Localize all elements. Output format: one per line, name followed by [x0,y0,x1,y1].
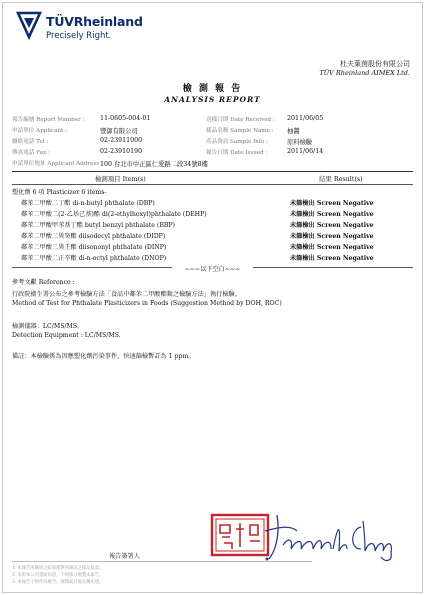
table-row-item: 鄰苯二甲酸二異壬酯 diisononyl phthalate (DINP) [21,244,167,251]
table-row-result: 未篩檢出 Screen Negative [290,255,374,262]
footer-note: 1. 本報告所陳述之結果僅對所測試之樣品負責。 [12,566,104,571]
table-row-item: 鄰苯二甲酸二正辛酯 di-n-octyl phthalate (DNOP) [21,255,167,262]
report-page [2,2,423,593]
table-row-item: 鄰苯二甲酸甲苯基丁酯 butyl benzyl phthalate (BBP) [21,222,175,229]
plasticizer-group-label: 塑化劑 6 項 Plasticizer 6 items- [12,189,107,196]
reference-line-en: Method of Test for Phthalate Plasticizers in Foods (Suggestion Method by DOH, ROC) [12,300,282,307]
sample-info-value: 原料檢驗 [287,139,313,146]
applicant-value: 豐御有限公司 [100,128,138,135]
table-header-rule [12,184,413,185]
reference-line-cn: 行政院衛生署公布之參考檢驗方法「食品中鄰苯二甲酸酯類之檢驗方法」執行檢驗。 [12,291,241,298]
end-rule-right [253,267,413,268]
table-top-rule [12,171,413,172]
table-row-result: 未篩檢出 Screen Negative [290,211,374,218]
date-issued-value: 2011/06/14 [287,148,324,155]
end-of-table-note: ~~~以下空白~~~ [184,266,241,273]
table-row-item: 鄰苯二甲酸二(2-乙基己基)酯 di(2-ethylhexyl)phthalate (DEHP) [21,211,207,218]
footer-note: 3. 本報告不得作為廣告、商標或其他宣傳用途。 [12,580,104,585]
table-row-result: 未篩檢出 Screen Negative [290,233,374,240]
column-header-result: 結果 Result(s) [319,175,363,183]
instrument-line-cn: 檢測儀器：LC/MS/MS。 [12,323,84,330]
sample-name-value: 柚醬 [287,128,300,135]
company-name-en: TÜV Rheinland AIMEX Ltd. [319,69,410,77]
signer-label: 報告簽署人 [109,553,140,560]
column-header-item: 檢測項目 Item(s) [95,175,146,183]
remark: 備註：本檢驗係為因應塑化劑污染事件，快速篩檢暫訂為 1 ppm。 [12,353,195,360]
address-label: 申請單位地址 Applicant Address : [12,161,103,167]
report-title-en: ANALYSIS REPORT [164,95,261,104]
brand-name: TÜVRheinland [46,14,143,29]
handwritten-signature [261,509,401,563]
sample-info-label: 產品資訊 Sample Info : [206,139,268,145]
end-rule-left [12,267,172,268]
brand-slogan: Precisely Right. [46,31,112,41]
reference-heading: 參考文獻 Reference : [12,279,75,286]
report-title-cn: 檢 測 報 告 [182,84,243,94]
table-row-item: 鄰苯二甲酸二異癸酯 diisodecyl phthalate (DIDP) [21,233,166,240]
table-row-result: 未篩檢出 Screen Negative [290,200,374,207]
table-row-result: 未篩檢出 Screen Negative [290,222,374,229]
table-row-result: 未篩檢出 Screen Negative [290,244,374,251]
date-received-value: 2011/06/05 [287,115,324,122]
tel-label: 聯絡電話 Tel : [12,139,49,145]
fax-value: 02-23910190 [100,148,143,155]
tel-value: 02-23911000 [100,137,143,144]
footer-rule [12,561,312,562]
tuv-triangle-logo-icon [16,11,42,41]
instrument-line-en: Detection Equipment : LC/MS/MS. [12,332,121,339]
sample-name-label: 樣品名稱 Sample Name : [206,128,274,134]
applicant-label: 申請單位 Applicant : [12,128,67,134]
report-number-label: 報告編號 Report Number : [12,117,85,123]
table-row-item: 鄰苯二甲酸二丁酯 di-n-butyl phthalate (DBP) [21,200,155,207]
date-received-label: 送樣日期 Date Received : [206,117,275,123]
footer-note: 2. 未經本公司書面同意，不得部分複製本報告。 [12,573,104,578]
fax-label: 傳真電話 Fax : [12,150,50,156]
company-name-cn: 杜夫萊茵股份有限公司 [340,60,410,68]
address-value: 100 台北市中正區仁愛路二段34號8樓 [100,161,208,168]
date-issued-label: 報告日期 Date Issued : [206,150,268,156]
report-number-value: 11-0605-004-01 [100,115,151,122]
